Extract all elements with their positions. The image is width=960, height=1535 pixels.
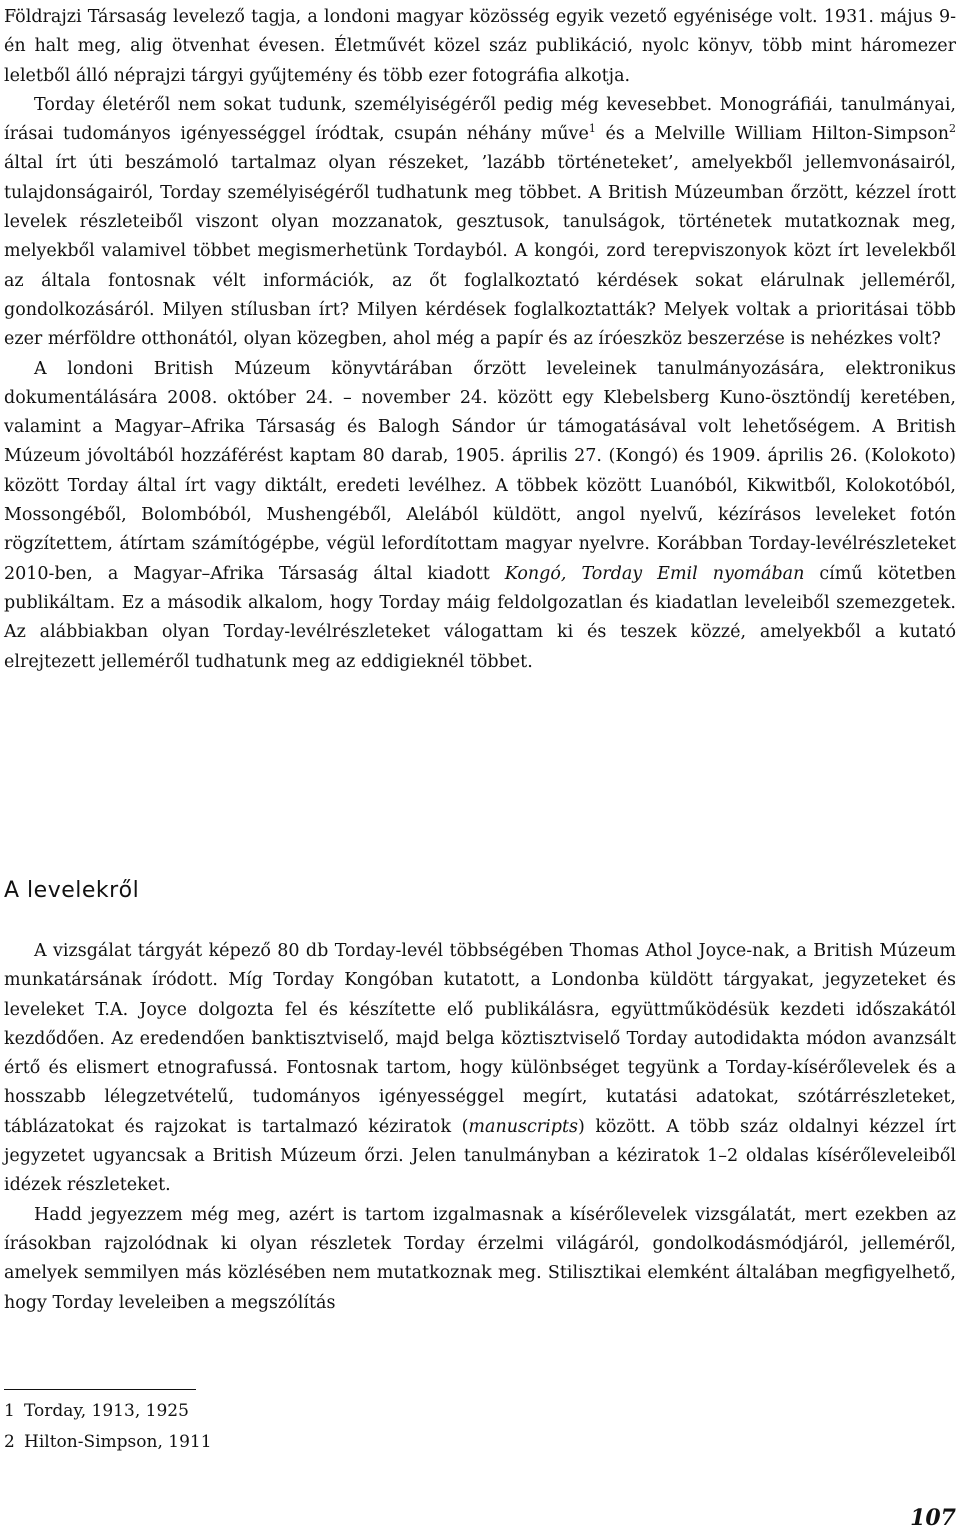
footnote-text: Torday, 1913, 1925 — [24, 1401, 189, 1421]
footnote — [4, 1400, 189, 1422]
footnote-ref[interactable]: 1 — [588, 122, 596, 136]
paragraph: Földrajzi Társaság levelező tagja, a londoni magyar közösség egyik vezető egyénisége volt. 1931. május 9-én halt meg, alig ötvenhat évesen. Életművét közel száz publikáció, nyolc könyv, több mint háromezer leletből álló néprajzi tárgyi gyűjtemény és több ezer fotográfia alkotja. — [4, 7, 956, 86]
paragraph: Hadd jegyezzem még meg, azért is tartom izgalmasnak a kísérőlevelek vizsgálatát, mert ezekben az írásokban rajzolódnak ki olyan részletek Torday érzelmi világáról, gondolkodásmódjáról, jelleméről, amelyek semmilyen más közlésében nem mutatkoznak meg. Stilisztikai elemként általában megfigyelhető, hogy Torday leveleiben a megszólítás — [4, 1204, 956, 1313]
footnote-number: 1 — [4, 1401, 15, 1421]
page-number: 107 — [910, 1505, 956, 1531]
page-body — [4, 0, 956, 677]
section-heading: A levelekről — [4, 878, 140, 903]
footnote-ref[interactable]: 2 — [949, 122, 956, 136]
footnote — [4, 1431, 212, 1453]
footnote-text: Hilton-Simpson, 1911 — [24, 1432, 212, 1452]
footnote-divider — [4, 1389, 196, 1390]
book-title: Kongó, Torday Emil nyomában — [504, 563, 805, 584]
paragraph: A londoni British Múzeum könyvtárában őrzött leveleinek tanulmányozására, elektronikus dokumentálására 2008. október 24. – november 24. között egy Klebelsberg Kuno-ösztöndíj keretében, valamint a Magyar–Afrika Társaság és Balogh Sándor úr támogatásával volt lehetőségem. A British Múzeum jóvoltából hozzáférést kaptam 80 darab, 1905. április 27. (Kongó) és 1909. április 26. (Kolokoto) között Torday által írt vagy diktált, eredeti levélhez. A többek között Luanóból, Kikwitből, Kolokotóból, Mossongéből, Bolombóból, Mushengéből, Alelából küldött, angol nyelvű, kézírásos leveleket fotón rögzítettem, átírtam számítógépbe, végül lefordítottam magyar nyelvre. Korábban Torday-levélrészleteket 2010-ben, a Magyar–Afrika Társaság által kiadott Kongó, Torday Emil nyomában című kötetben publikáltam. Ez a második alkalom, hogy Torday máig feldolgozatlan és kiadatlan leveleiből szemezgetek. Az alábbiakban olyan Torday-levélrészleteket válogattam ki és teszek közzé, amelyekből a kutató elrejtezett jelleméről tudhatunk meg az eddigieknél többet. — [4, 358, 957, 672]
paragraph: A vizsgálat tárgyát képező 80 db Torday-levél többségében Thomas Athol Joyce-nak, a British Múzeum munkatársának íródott. Míg Torday Kongóban kutatott, a Londonba küldött tárgyakat, jegyzeteket és leveleket T.A. Joyce dolgozta fel és készítette elő publikálásra, együttműködésük kezdeti időszakától kezdődően. Az eredendően banktisztviselő, majd belga köztisztviselő Torday autodidakta módon avanzsált értő és elismert etnografussá. Fontosnak tartom, hogy különbséget tegyünk a Torday-kísérőlevelek és a hosszabb lélegzetvételű, tudományos igényességgel megírt, kutatási adatokat, szótárrészleteket, táblázatokat és rajzokat is tartalmazó kéziratok (manuscripts) között. A több száz oldalnyi kézzel írt jegyzetet ugyancsak a British Múzeum őrzi. Jelen tanulmányban a kéziratok 1–2 oldalas kísérőleveleiből idézek részleteket. — [4, 941, 956, 1196]
footnote-number: 2 — [4, 1432, 15, 1452]
paragraph: Torday életéről nem sokat tudunk, személyiségéről pedig még kevesebbet. Monográfiái, tanulmányai, írásai tudományos igényességgel íródtak, csupán néhány műve$^1$ és a Melville William Hilton-Simpson$^2$ által írt úti beszámoló tartalmaz olyan részeket, ’lazább történeteket’, amelyekből jellemvonásairól, tulajdonságairól, Torday személyiségéről tudhatunk meg többet. A British Múzeumban őrzött, kézzel írott levelek részleteiből viszont olyan mozzanatok, gesztusok, tanulságok, történetek mutatkoznak meg, melyekből valamivel többet megismerhetünk Tordayból. A kongói, zord terepviszonyok közt írt levelekből az általa fontosnak vélt információk, az őt foglalkoztató kérdések sokat elárulnak jelleméről, gondolkozásáról. Milyen stílusban írt? Milyen kérdések foglalkoztatták? Melyek voltak a prioritásai több ezer mérföldre otthonától, olyan közegben, ahol még a papír és az íróeszköz beszerzése is nehézkes volt? — [4, 94, 956, 350]
section-body — [4, 937, 956, 1318]
italic-term: manuscripts — [468, 1116, 578, 1137]
